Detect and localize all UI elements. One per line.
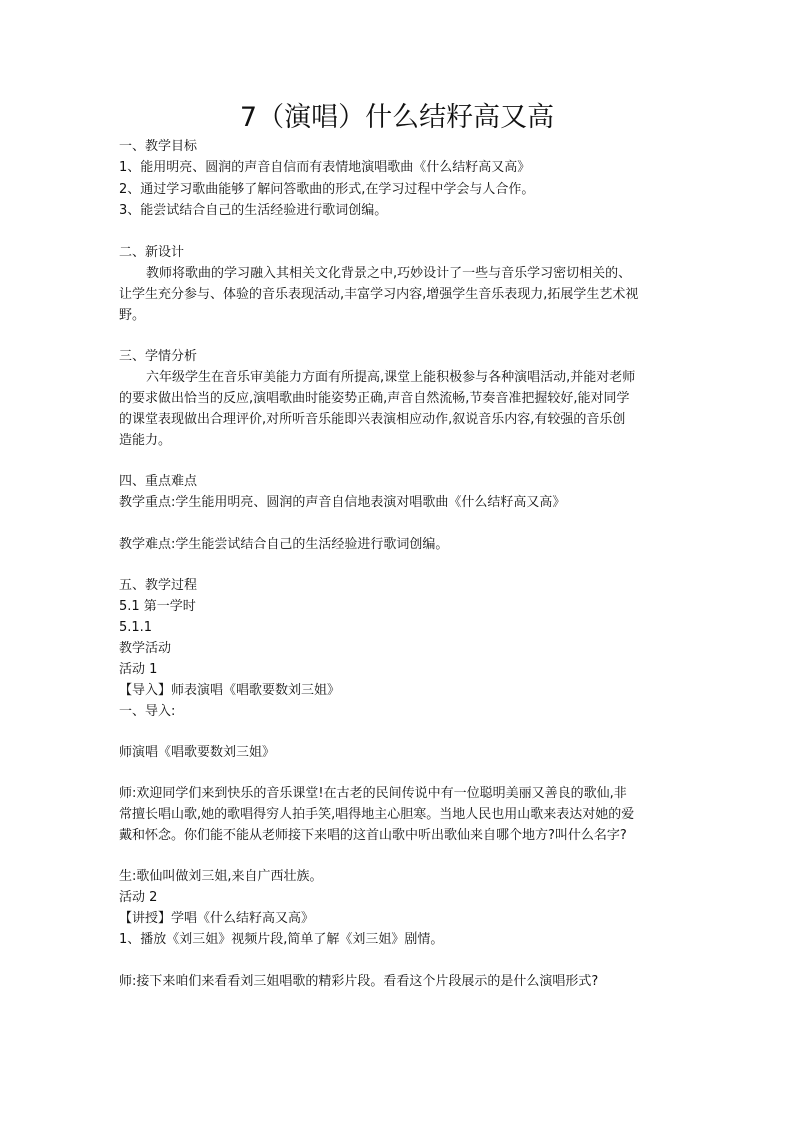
text-line: 一、导入: xyxy=(119,704,176,719)
text-line: 【讲授】学唱《什么结籽高又高》 xyxy=(119,911,315,926)
section-heading: 四、重点难点 xyxy=(119,474,198,489)
paragraph-line: 戴和怀念。你们能不能从老师接下来唱的这首山歌中听出歌仙来自哪个地方?叫什么名字? xyxy=(119,828,627,843)
text-line: 生:歌仙叫做刘三姐,来自广西壮族。 xyxy=(119,869,323,884)
text-line: 师:接下来咱们来看看刘三姐唱歌的精彩片段。看看这个片段展示的是什么演唱形式? xyxy=(119,974,599,989)
text-line: 教学难点:学生能尝试结合自己的生活经验进行歌词创编。 xyxy=(119,537,449,552)
section-heading: 二、新设计 xyxy=(119,245,185,260)
paragraph-line: 师:欢迎同学们来到快乐的音乐课堂!在古老的民间传说中有一位聪明美丽又善良的歌仙,非 xyxy=(119,786,627,801)
text-line: 师演唱《唱歌要数刘三姐》 xyxy=(119,745,276,760)
text-line: 【导入】师表演唱《唱歌要数刘三姐》 xyxy=(119,683,341,698)
section-heading: 五、教学过程 xyxy=(119,578,198,593)
paragraph-line: 野。 xyxy=(119,308,146,323)
text-line: 1、播放《刘三姐》视频片段,简单了解《刘三姐》剧情。 xyxy=(119,932,444,947)
text-line: 教学重点:学生能用明亮、圆润的声音自信地表演对唱歌曲《什么结籽高又高》 xyxy=(119,495,566,510)
text-line: 教学活动 xyxy=(119,641,172,656)
text-line: 活动 1 xyxy=(119,662,158,677)
paragraph-line: 的要求做出恰当的反应,演唱歌曲时能姿势正确,声音自然流畅,节奏音准把握较好,能对同学 xyxy=(119,391,630,406)
text-line: 活动 2 xyxy=(119,890,158,905)
page-title: 7（演唱）什么结籽高又高 xyxy=(239,102,555,133)
paragraph-line: 让学生充分参与、体验的音乐表现活动,丰富学习内容,增强学生音乐表现力,拓展学生艺术视 xyxy=(119,287,639,302)
paragraph-line: 教师将歌曲的学习融入其相关文化背景之中,巧妙设计了一些与音乐学习密切相关的、 xyxy=(146,266,632,281)
paragraph-line: 六年级学生在音乐审美能力方面有所提高,课堂上能积极参与各种演唱活动,并能对老师 xyxy=(146,370,636,385)
section-heading: 三、学情分析 xyxy=(119,349,198,364)
paragraph-line: 常擅长唱山歌,她的歌唱得穷人拍手笑,唱得地主心胆寒。当地人民也用山歌来表达对她的爱 xyxy=(119,807,635,822)
text-line: 3、能尝试结合自己的生活经验进行歌词创编。 xyxy=(119,203,388,218)
paragraph-line: 的课堂表现做出合理评价,对所听音乐能即兴表演相应动作,叙说音乐内容,有较强的音乐创 xyxy=(119,412,626,427)
paragraph-line: 造能力。 xyxy=(119,433,172,448)
section-heading: 一、教学目标 xyxy=(119,139,198,154)
text-line: 2、通过学习歌曲能够了解问答歌曲的形式,在学习过程中学会与人合作。 xyxy=(119,182,535,197)
text-line: 5.1 第一学时 xyxy=(119,599,196,614)
text-line: 5.1.1 xyxy=(119,620,153,635)
text-line: 1、能用明亮、圆润的声音自信而有表情地演唱歌曲《什么结籽高又高》 xyxy=(119,160,531,175)
